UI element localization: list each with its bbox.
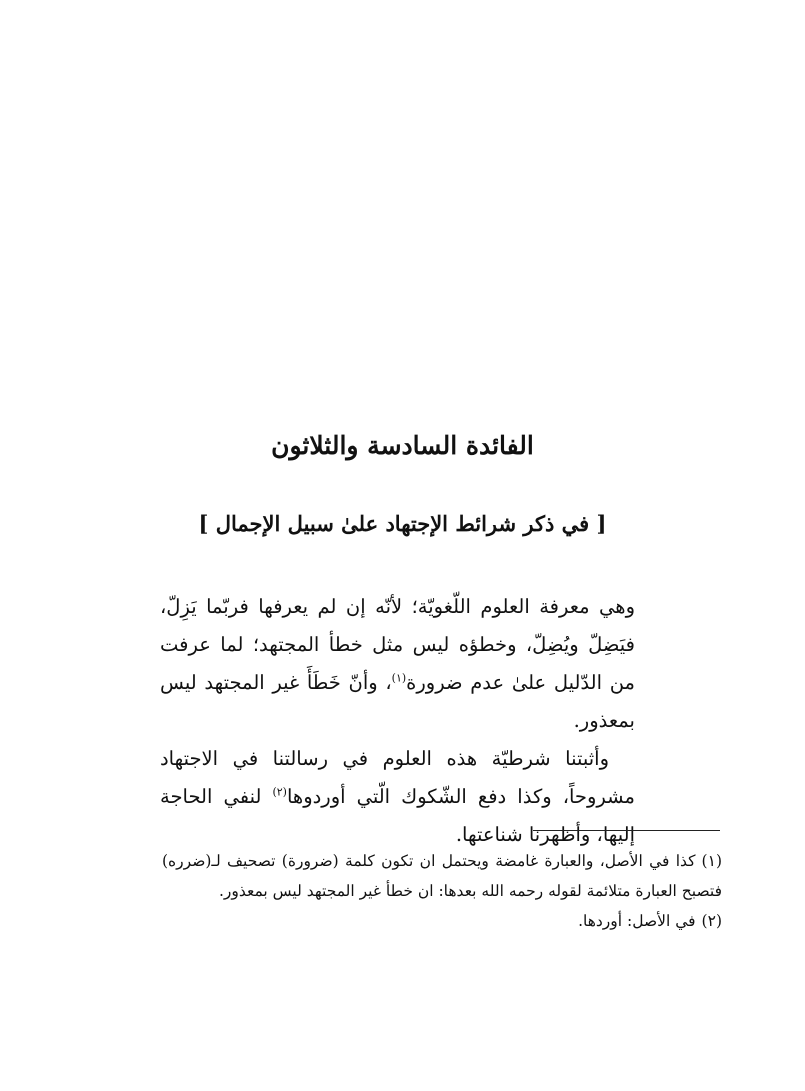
footnote-text: في الأصل: أوردها. bbox=[578, 912, 696, 930]
footnote-number: (١) bbox=[701, 852, 722, 870]
footnote-text: كذا في الأصل، والعبارة غامضة ويحتمل ان تكون كلمة (ضرورة) تصحيف لـ(ضرره) فتصبح العبارة متلائمة لقوله رحمه الله بعدها: ان خطأ غير المجتهد ليس بمعذور. bbox=[162, 852, 722, 900]
paragraph-1-text: وهي معرفة العلوم اللّغويّة؛ لأنّه إن لم يعرفها فربّما يَزِلّ، فيَضِلّ ويُضِلّ، وخطؤه ليس مثل خطأ المجتهد؛ لما عرفت من الدّليل علىٰ عدم ضرورة bbox=[160, 595, 635, 694]
paragraph-2-text: وأثبتنا شرطيّة هذه العلوم في رسالتنا في الاجتهاد مشروحاً، وكذا دفع الشّكوك الّتي أوردوها bbox=[160, 747, 635, 808]
section-subtitle: [ في ذكر شرائط الإجتهاد علىٰ سبيل الإجمال ] bbox=[198, 511, 607, 536]
paragraph-2 bbox=[160, 740, 635, 854]
paragraph-1-text-end: ، وأنّ خَطَأَ غير المجتهد ليس بمعذور. bbox=[160, 671, 635, 732]
chapter-title: الفائدة السادسة والثلاثون bbox=[271, 431, 534, 460]
footnote-number: (٢) bbox=[701, 912, 722, 930]
footnotes bbox=[162, 846, 722, 936]
footnote-ref-1[interactable]: (١) bbox=[391, 671, 407, 685]
footnote-1 bbox=[162, 846, 722, 906]
footnote-2 bbox=[162, 906, 722, 936]
paragraph-2-text-end: لنفي الحاجة إليها، وأظهرنا شناعتها. bbox=[160, 785, 635, 846]
paragraph-1 bbox=[160, 588, 635, 740]
footnote-divider bbox=[533, 830, 720, 831]
main-text bbox=[160, 588, 635, 854]
footnote-ref-2[interactable]: (٢) bbox=[272, 785, 287, 799]
